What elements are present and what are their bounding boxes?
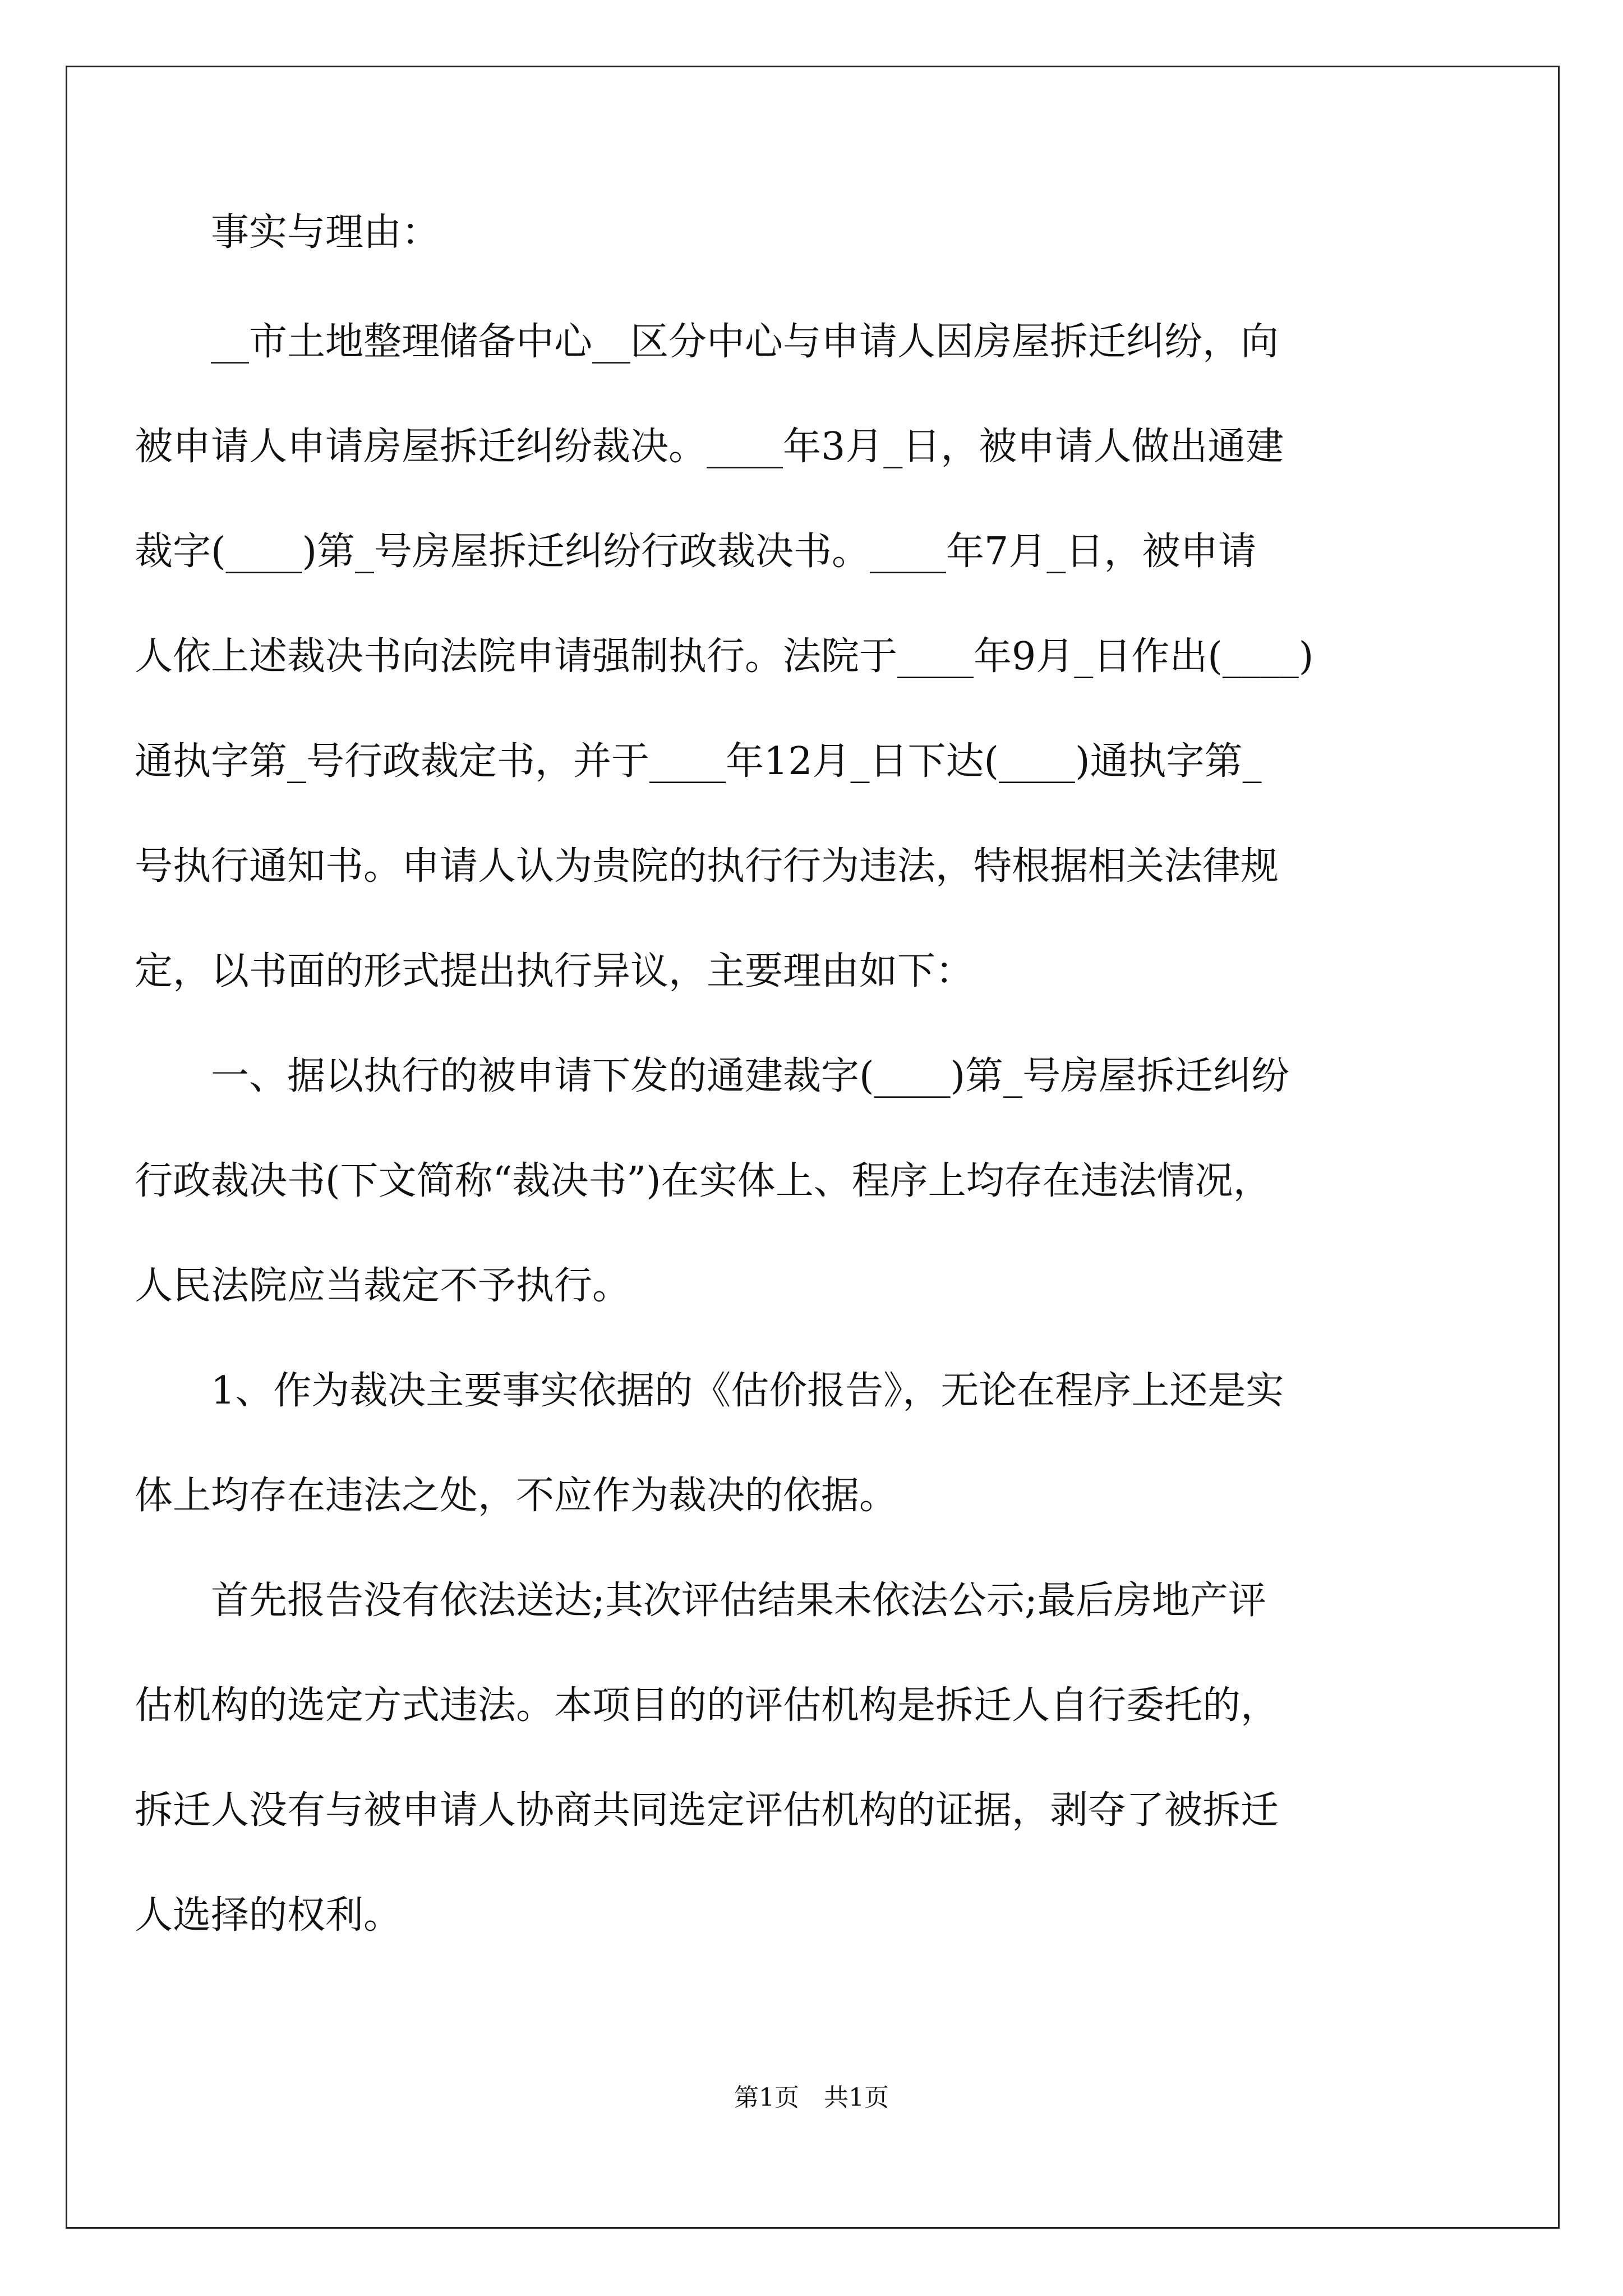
text-line: 拆迁人没有与被申请人协商共同选定评估机构的证据，剥夺了被拆迁 [135, 1788, 1279, 1833]
text-line: 事实与理由： [135, 210, 440, 255]
text-line: 估机构的选定方式违法。本项目的的评估机构是拆迁人自行委托的， [135, 1683, 1279, 1728]
text-line: 通执字第_号行政裁定书，并于____年12月_日下达(____)通执字第_ [135, 739, 1262, 784]
text-line: __市土地整理储备中心__区分中心与申请人因房屋拆迁纠纷，向 [135, 320, 1279, 364]
page-footer: 第1页 共1页 [734, 2083, 889, 2112]
text-line: 定，以书面的形式提出执行异议，主要理由如下： [135, 949, 974, 993]
text-line: 人依上述裁决书向法院申请强制执行。法院于____年9月_日作出(____) [135, 634, 1314, 679]
text-line: 人民法院应当裁定不予执行。 [135, 1264, 631, 1308]
text-line: 体上均存在违法之处，不应作为裁决的依据。 [135, 1474, 898, 1518]
text-line: 人选择的权利。 [135, 1893, 402, 1938]
text-line: 被申请人申请房屋拆迁纠纷裁决。____年3月_日，被申请人做出通建 [135, 425, 1284, 469]
text-line: 号执行通知书。申请人认为贵院的执行行为违法，特根据相关法律规 [135, 844, 1279, 889]
text-line: 首先报告没有依法送达;其次评估结果未依法公示;最后房地产评 [135, 1579, 1266, 1623]
text-line: 行政裁决书(下文简称“裁决书”)在实体上、程序上均存在违法情况， [135, 1159, 1271, 1203]
text-line: 1、作为裁决主要事实依据的《估价报告》，无论在程序上还是实 [135, 1369, 1284, 1413]
text-line: 一、据以执行的被申请下发的通建裁字(____)第_号房屋拆迁纠纷 [135, 1054, 1290, 1098]
text-line: 裁字(____)第_号房屋拆迁纠纷行政裁决书。____年7月_日，被申请 [135, 530, 1257, 574]
